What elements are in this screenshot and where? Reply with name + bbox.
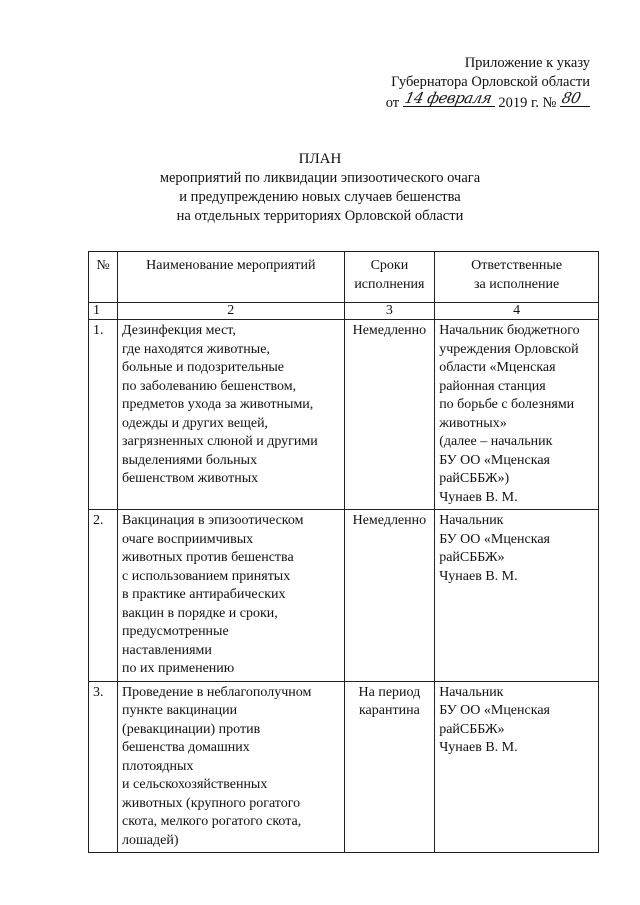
cell-text-line: бешенством животных [122,471,259,486]
cell-text-line: животных (крупного рогатого [122,795,301,811]
row-name [118,510,345,682]
table-row [89,681,599,853]
cell-text-line: животных против бешенства [122,550,294,565]
cell-text-line: в практике антирабических [122,587,286,602]
column-number-row [89,303,599,320]
cell-text-line: учреждения Орловской [439,341,579,357]
table-row [89,510,599,682]
cell-text-line: скота, мелкого рогатого скота, [122,814,302,829]
cell-text-line: Вакцинация в эпизоотическом [122,513,304,528]
row-term [344,510,435,682]
measures-table [88,251,599,853]
header-term-line: исполнения [354,276,425,292]
column-number: 4 [435,303,599,320]
cell-text-line: лошадей) [122,832,179,848]
cell-text-line: Чунаев В. М. [439,489,518,505]
cell-text-line: Начальник [439,513,504,528]
column-number: 3 [344,303,435,320]
row-num: 1. [89,320,118,510]
title-line-2: и предупреждению новых случаев бешенства [179,189,461,205]
cell-text-line: по их применению [122,661,235,676]
header-resp [435,252,599,303]
row-name [118,681,345,853]
cell-text-line: Начальник [439,684,504,700]
cell-text-line: (далее – начальник [439,434,553,449]
header-term [344,252,435,303]
cell-text-line: Чунаев В. М. [439,568,518,584]
row-num: 2. [89,510,118,682]
cell-text-line: бешенства домашних [122,740,250,755]
cell-text-line: наставлениями [122,642,212,658]
cell-text-line: где находятся животные, [122,341,270,357]
header-resp-line: Ответственные [471,258,563,273]
cell-text-line: карантина [358,703,420,718]
approval-line-1: Приложение к указу [464,55,590,71]
row-resp [435,510,599,682]
number-blank [560,89,590,107]
cell-text-line: предметов ухода за животными, [122,397,314,412]
row-term [344,681,435,853]
cell-text-line: БУ ОО «Мценская [439,703,550,718]
table-row [89,320,599,510]
row-term [344,320,435,510]
cell-text-line: райСББЖ» [439,721,505,737]
cell-text-line: животных» [439,415,507,431]
approval-line-2: Губернатора Орловской области [391,74,590,90]
cell-text-line: предусмотренные [122,624,229,639]
column-number: 1 [89,303,118,320]
cell-text-line: Дезинфекция мест, [122,323,236,338]
cell-text-line: Чунаев В. М. [439,740,518,755]
table-header-row [89,252,599,303]
cell-text-line: и сельскохозяйственных [122,777,268,792]
cell-text-line: одежды и других вещей, [122,415,269,431]
cell-text-line: Немедленно [352,323,427,338]
date-blank [402,89,495,107]
header-name: Наименование мероприятий [118,252,345,303]
cell-text-line: районная станция [439,378,546,394]
cell-text-line: райСББЖ») [439,471,510,486]
header-resp-line: за исполнение [474,276,560,292]
cell-text-line: больные и подозрительные [122,360,284,375]
row-resp [435,320,599,510]
approval-block [330,54,590,113]
cell-text-line: райСББЖ» [439,550,505,565]
cell-text-line: вакцин в порядке и сроки, [122,605,278,621]
row-resp [435,681,599,853]
header-num: № [89,252,118,303]
column-number: 2 [118,303,345,320]
cell-text-line: Начальник бюджетного [439,323,580,338]
cell-text-line: Проведение в неблагополучном [122,684,312,700]
row-name [118,320,345,510]
cell-text-line: БУ ОО «Мценская [439,531,550,547]
approval-year-text: 2019 г. № [498,95,557,111]
approval-date-line [330,89,590,113]
cell-text-line: Немедленно [352,513,427,528]
cell-text-line: по заболеванию бешенством, [122,378,297,394]
cell-text-line: по борьбе с болезнями [439,397,575,412]
cell-text-line: с использованием принятых [122,568,291,584]
row-num: 3. [89,681,118,853]
plan-heading: ПЛАН [298,151,342,167]
handwritten-number: 80 [560,89,583,107]
cell-text-line: области «Мценская [439,360,556,375]
cell-text-line: (ревакцинации) против [122,721,261,737]
cell-text-line: плотоядных [122,758,194,774]
cell-text-line: пункте вакцинации [122,703,238,718]
cell-text-line: На период [358,684,421,700]
title-line-3: на отдельных территориях Орловской области [176,208,464,224]
document-title [100,150,540,226]
cell-text-line: очаге восприимчивых [122,531,254,547]
cell-text-line: БУ ОО «Мценская [439,452,550,468]
header-term-line: Сроки [370,258,409,273]
cell-text-line: выделениями больных [122,452,258,468]
title-line-1: мероприятий по ликвидации эпизоотического очага [159,170,481,186]
handwritten-date: 14 февраля [402,89,493,107]
cell-text-line: загрязненных слюной и другими [122,434,318,449]
approval-prefix: от [385,95,400,111]
